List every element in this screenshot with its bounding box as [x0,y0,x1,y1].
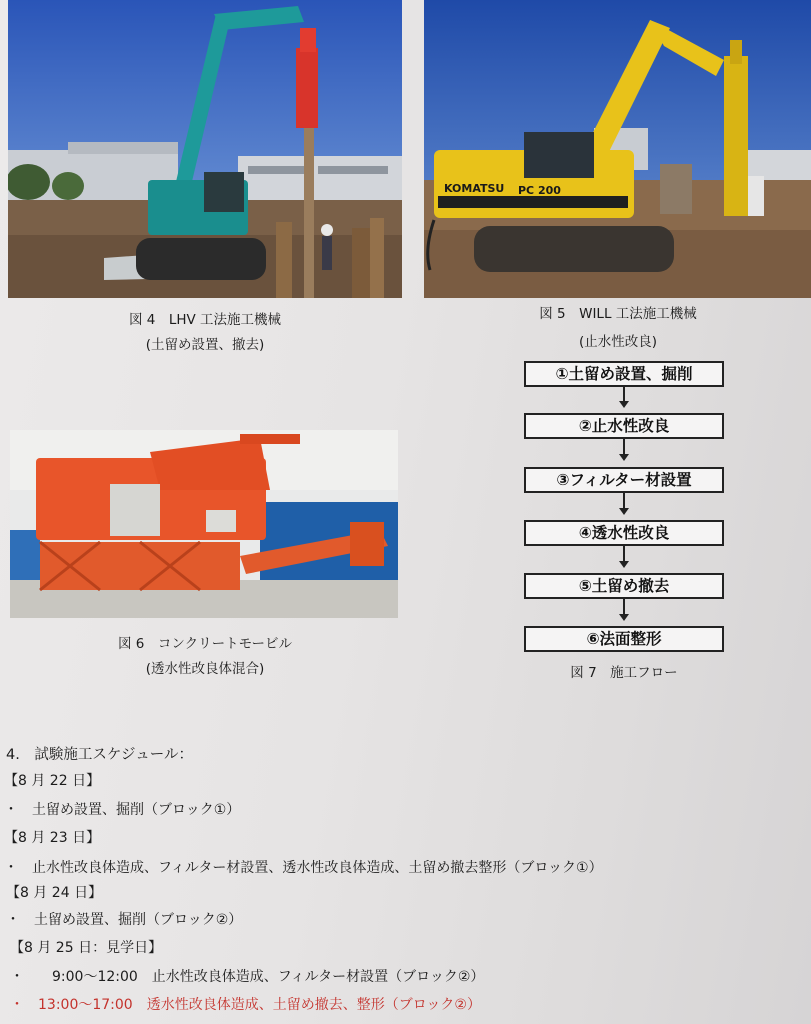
flow-arrowhead [619,454,629,461]
fig4-caption-line1: 図 4 LHV 工法施工機械 [128,312,282,328]
will-machine-model-text: PC 200 [518,184,561,197]
flow-step-6: ⑥法面整形 [524,626,724,652]
will-machine-illustration [424,0,811,298]
flow-arrow [623,387,625,401]
fig6-caption-line2: (透水性改良体混合) [145,661,265,677]
flow-step-1: ①土留め設置、掘削 [524,361,724,387]
flow-step-5: ⑤土留め撤去 [524,573,724,599]
concrete-mobile-illustration [10,430,398,618]
schedule-date-aug22: 【8 月 22 日】 [4,773,101,789]
flow-arrowhead [619,561,629,568]
flow-step-3: ③フィルター材設置 [524,467,724,493]
schedule-date-aug23: 【8 月 23 日】 [4,830,101,846]
fig5-caption-line1: 図 5 WILL 工法施工機械 [539,306,697,322]
schedule-date-aug24: 【8 月 24 日】 [6,885,103,901]
flow-arrowhead [619,614,629,621]
fig4-caption-line2: (土留め設置、撤去) [145,337,265,353]
photo-concrete-mobile [10,430,398,618]
schedule-item: ・ 土留め設置、掘削（ブロック①） [4,802,241,818]
flow-arrowhead [619,401,629,408]
fig5-caption-line2: (止水性改良) [578,334,658,350]
schedule-item-highlighted: ・ 13:00～17:00 透水性改良体造成、土留め撤去、整形（ブロック②） [10,997,481,1013]
lhv-machine-illustration [8,0,402,298]
schedule-date-aug25-visit: 【8 月 25 日：見学日】 [10,940,163,956]
photo-lhv-machine [8,0,402,298]
fig6-caption-line1: 図 6 コンクリートモービル [117,636,293,652]
flow-step-2: ②止水性改良 [524,413,724,439]
flow-arrow [623,546,625,561]
schedule-heading: 4. 試験施工スケジュール： [6,747,193,763]
photo-will-machine [424,0,811,298]
flow-arrow [623,599,625,614]
schedule-item: ・ 土留め設置、掘削（ブロック②） [6,912,243,928]
flow-arrow [623,439,625,454]
schedule-item: ・ 9:00～12:00 止水性改良体造成、フィルター材設置（ブロック②） [10,969,485,985]
schedule-item: ・ 止水性改良体造成、フィルター材設置、透水性改良体造成、土留め撤去整形（ブロック①） [4,860,603,876]
flow-arrowhead [619,508,629,515]
flow-step-4: ④透水性改良 [524,520,724,546]
flow-arrow [623,493,625,508]
will-machine-brand-text: KOMATSU [444,182,505,195]
fig7-caption: 図 7 施工フロー [570,665,678,681]
